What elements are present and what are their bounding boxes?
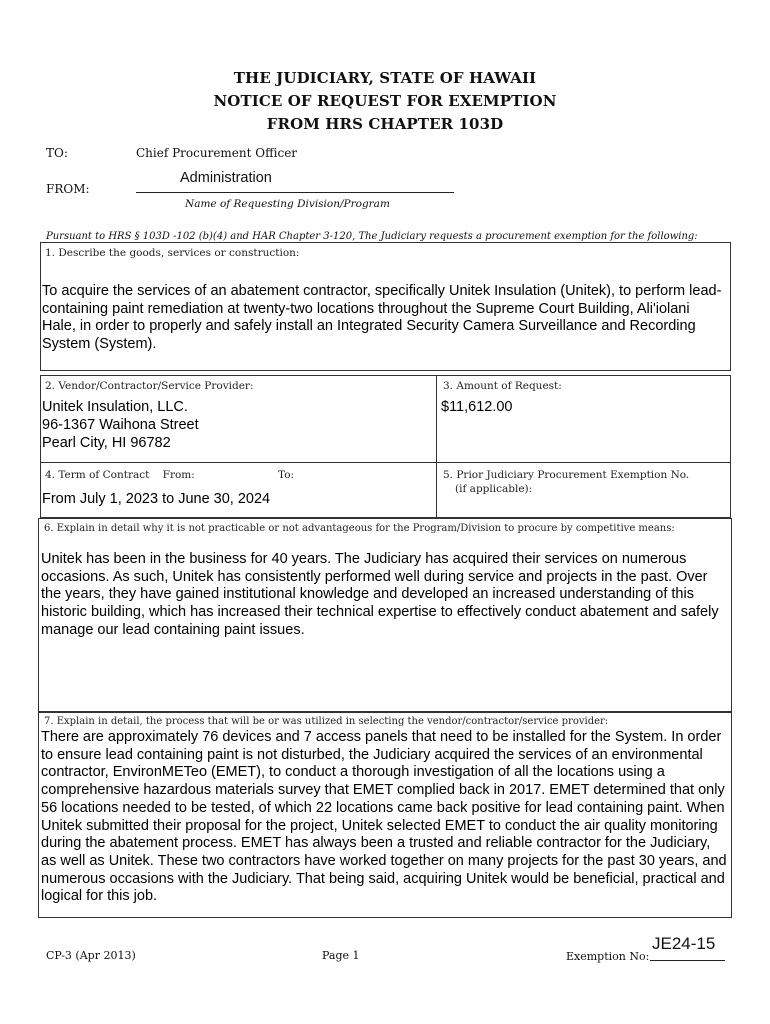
- section4-label: 4. Term of Contract From:: [45, 469, 195, 481]
- amount-field[interactable]: $11,612.00: [441, 399, 513, 415]
- section5-box: [436, 462, 731, 518]
- to-label: TO:: [46, 146, 68, 160]
- section5-label-line2: (if applicable):: [455, 483, 533, 495]
- section6-box: [38, 518, 732, 712]
- section7-label: 7. Explain in detail, the process that will be or was utilized in selecting the vendor/contractor/service provider:: [44, 716, 609, 727]
- prior-exemption-field[interactable]: [457, 499, 697, 513]
- pursuant-statement: Pursuant to HRS § 103D -102 (b)(4) and HAR Chapter 3-120, The Judiciary requests a procurement exemption for the following:: [46, 231, 698, 242]
- section3-box: [436, 375, 731, 463]
- section2-label: 2. Vendor/Contractor/Service Provider:: [45, 380, 254, 392]
- exemption-no-field[interactable]: JE24-15: [652, 934, 716, 953]
- vendor-city-field[interactable]: Pearl City, HI 96782: [42, 435, 171, 451]
- section1-box: [40, 242, 731, 371]
- page-number: Page 1: [322, 949, 360, 962]
- exemption-no-label: Exemption No:: [566, 950, 650, 963]
- from-label: FROM:: [46, 182, 90, 196]
- section4-box: [40, 462, 437, 518]
- from-caption: Name of Requesting Division/Program: [185, 198, 390, 210]
- section6-label: 6. Explain in detail why it is not practicable or not advantageous for the Program/Division to procure by competitive means:: [44, 523, 675, 534]
- form-id: CP-3 (Apr 2013): [46, 949, 136, 962]
- section3-label: 3. Amount of Request:: [443, 380, 562, 392]
- section1-label: 1. Describe the goods, services or construction:: [45, 247, 300, 259]
- to-value: Chief Procurement Officer: [136, 146, 298, 160]
- from-underline: [136, 192, 454, 193]
- header-title-line2: NOTICE OF REQUEST FOR EXEMPTION: [213, 92, 557, 110]
- vendor-street-field[interactable]: 96-1367 Waihona Street: [42, 417, 199, 433]
- from-value-field[interactable]: Administration: [180, 170, 272, 186]
- header-title-line3: FROM HRS CHAPTER 103D: [266, 115, 504, 133]
- section1-description-field[interactable]: To acquire the services of an abatement contractor, specifically Unitek Insulation (Unitek), to perform lead-containing paint remediation at twenty-two locations throughout the Supreme Court Building, Ali'iolani Hale, in order to properly and safely install an Integrated Security Camera Surveillance and Recording System (System).: [42, 283, 722, 353]
- section5-label-line1: 5. Prior Judiciary Procurement Exemption No.: [443, 469, 690, 481]
- vendor-name-field[interactable]: Unitek Insulation, LLC.: [42, 399, 188, 415]
- section7-box: [38, 712, 732, 918]
- section4-to-label: To:: [278, 469, 295, 481]
- exemption-no-underline: [650, 960, 725, 961]
- section7-process-field[interactable]: There are approximately 76 devices and 7 access panels that need to be installed for the System. In order to ensure lead containing paint is not disturbed, the Judiciary acquired the services of an environmental contractor, EnvironMETeo (EMET), to conduct a thorough investigation of all the locations using a comprehensive hazardous materials survey that EMET complied back in 2017. EMET determined that only 56 locations needed to be tested, of which 22 locations came back positive for lead containing paint. When Unitek submitted their proposal for the project, Unitek selected EMET to conduct the air quality monitoring during the abatement process. EMET has always been a trusted and reliable contractor for the Judiciary, as well as Unitek. These two contractors have worked together on many projects for the past 30 years, and numerous occasions with the Judiciary. That being said, acquiring Unitek would be beneficial, practical and logical for this job.: [41, 729, 727, 905]
- section6-explanation-field[interactable]: Unitek has been in the business for 40 years. The Judiciary has acquired their services on numerous occasions. As such, Unitek has consistently performed well during service and projects in the past. Over the years, they have gained institutional knowledge and developed an increased understanding of this historic building, which has increased their technical expertise to effectively conduct abatement and safely manage our lead containing paint issues.: [41, 551, 719, 638]
- term-field[interactable]: From July 1, 2023 to June 30, 2024: [42, 491, 271, 507]
- section2-box: [40, 375, 437, 463]
- header-title-line1: THE JUDICIARY, STATE OF HAWAII: [233, 69, 537, 87]
